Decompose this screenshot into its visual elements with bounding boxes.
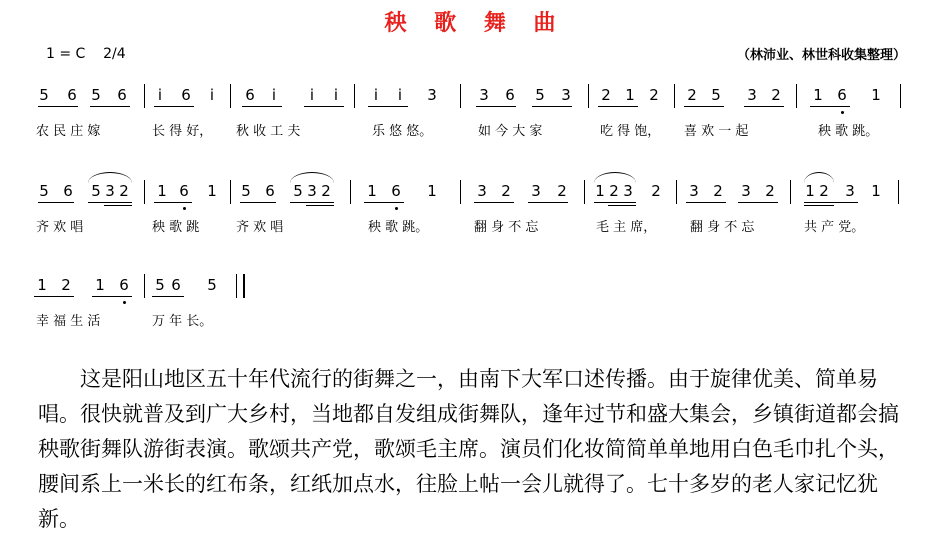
note: 2 xyxy=(713,182,723,200)
beam xyxy=(306,205,334,206)
note: 2 xyxy=(651,182,661,200)
beam xyxy=(368,106,408,107)
slur xyxy=(594,172,636,183)
description-paragraph: 这是阳山地区五十年代流行的街舞之一，由南下大军口述传播。由于旋律优美、简单易唱。很快就普及到广大乡村，当地都自发组成街舞队，逢年过节和盛大集会，乡镇街道都会搞秧歌街舞队游街表演。歌颂共产党，歌颂毛主席。演员们化妆简简单单地用白色毛巾扎个头，腰间系上一米长的红布条，红纸加点水，往脸上帖一会儿就得了。七十多岁的老人家记忆犹新。 xyxy=(38,367,899,531)
beam xyxy=(810,106,850,107)
note: 2 xyxy=(119,182,129,200)
beam xyxy=(290,202,334,203)
lyric: 秧 歌 跳 xyxy=(152,220,200,235)
note: 2 xyxy=(819,182,829,200)
lyric: 秧 歌 跳。 xyxy=(818,124,879,139)
note: 3 xyxy=(845,182,855,200)
beam xyxy=(34,296,74,297)
beam xyxy=(38,106,78,107)
note: 2 xyxy=(321,182,331,200)
key-signature: 1 = C xyxy=(46,46,86,62)
beam xyxy=(608,205,636,206)
low-octave-dot xyxy=(123,301,126,304)
barline xyxy=(460,84,461,108)
beam xyxy=(594,202,636,203)
beam xyxy=(528,202,568,203)
note: 6 xyxy=(505,86,515,104)
note: 3 xyxy=(561,86,571,104)
beam xyxy=(474,202,514,203)
barline xyxy=(230,180,231,204)
barline xyxy=(350,180,351,204)
note: 3 xyxy=(307,182,317,200)
note: 3 xyxy=(105,182,115,200)
slur xyxy=(804,172,834,183)
note: 2 xyxy=(557,182,567,200)
note: 5 xyxy=(535,86,545,104)
note: 5 xyxy=(39,86,49,104)
note: 2 xyxy=(501,182,511,200)
lyric: 乐 悠 悠。 xyxy=(372,124,433,139)
note: 3 xyxy=(689,182,699,200)
score-line-3 xyxy=(0,272,950,332)
barline xyxy=(676,180,677,204)
beam xyxy=(240,202,276,203)
lyric: 翻 身 不 忘 xyxy=(690,220,755,235)
lyric: 秧 歌 跳。 xyxy=(368,220,429,235)
beam xyxy=(738,202,778,203)
beam xyxy=(598,106,638,107)
note: 1 xyxy=(427,182,437,200)
note: 2 xyxy=(765,182,775,200)
note: i xyxy=(157,86,163,104)
note: 6 xyxy=(171,276,181,294)
beam xyxy=(744,106,784,107)
lyric: 秋 收 工 夫 xyxy=(236,124,301,139)
key-time-signature xyxy=(46,46,126,62)
note: 6 xyxy=(245,86,255,104)
low-octave-dot xyxy=(183,207,186,210)
note: 5 xyxy=(91,86,101,104)
note: 2 xyxy=(601,86,611,104)
barline xyxy=(354,84,355,108)
note: 3 xyxy=(623,182,633,200)
note: i xyxy=(397,86,403,104)
barline xyxy=(790,180,791,204)
beam xyxy=(92,296,132,297)
note: 1 xyxy=(37,276,47,294)
beam xyxy=(104,205,132,206)
note: i xyxy=(271,86,277,104)
note: 6 xyxy=(67,86,77,104)
beam xyxy=(152,296,184,297)
barline xyxy=(144,84,145,108)
note: 1 xyxy=(805,182,815,200)
note: 3 xyxy=(531,182,541,200)
note: 5 xyxy=(91,182,101,200)
barline xyxy=(674,84,675,108)
beam xyxy=(476,106,516,107)
lyric: 齐 欢 唱 xyxy=(236,220,284,235)
note: 1 xyxy=(871,182,881,200)
note: 1 xyxy=(207,182,217,200)
lyric: 齐 欢 唱 xyxy=(36,220,84,235)
note: 1 xyxy=(95,276,105,294)
note: 2 xyxy=(649,86,659,104)
note: 3 xyxy=(741,182,751,200)
note: 5 xyxy=(241,182,251,200)
beam xyxy=(686,202,726,203)
note: i xyxy=(373,86,379,104)
note: i xyxy=(309,86,315,104)
note: 1 xyxy=(871,86,881,104)
note: 1 xyxy=(367,182,377,200)
lyric: 毛 主 席， xyxy=(596,220,657,235)
note: 3 xyxy=(477,182,487,200)
lyric: 翻 身 不 忘 xyxy=(474,220,539,235)
beam xyxy=(38,202,74,203)
barline xyxy=(796,84,797,108)
barline xyxy=(144,274,145,298)
note: 5 xyxy=(207,276,217,294)
barline xyxy=(584,180,585,204)
note: i xyxy=(209,86,215,104)
lyric: 幸 福 生 活 xyxy=(36,314,101,329)
slur xyxy=(290,172,334,183)
slur xyxy=(88,172,132,183)
score-line-1 xyxy=(0,82,950,142)
lyric: 长 得 好， xyxy=(152,124,213,139)
note: 2 xyxy=(609,182,619,200)
final-barline xyxy=(236,274,245,298)
song-title: 秧 歌 舞 曲 xyxy=(384,10,566,36)
note: 6 xyxy=(391,182,401,200)
note: 5 xyxy=(155,276,165,294)
lyric: 共 产 党。 xyxy=(804,220,865,235)
low-octave-dot xyxy=(395,207,398,210)
note: 1 xyxy=(625,86,635,104)
note: 3 xyxy=(427,86,437,104)
note: 6 xyxy=(117,86,127,104)
note: 2 xyxy=(61,276,71,294)
note: 1 xyxy=(813,86,823,104)
note: i xyxy=(333,86,339,104)
note: 6 xyxy=(181,86,191,104)
beam xyxy=(804,205,834,206)
lyric: 吃 得 饱， xyxy=(600,124,661,139)
beam xyxy=(154,106,194,107)
note: 6 xyxy=(837,86,847,104)
beam xyxy=(364,202,404,203)
score-line-2 xyxy=(0,178,950,238)
note: 3 xyxy=(479,86,489,104)
barline xyxy=(898,180,899,204)
note: 1 xyxy=(157,182,167,200)
barline xyxy=(588,84,589,108)
lyric: 农 民 庄 嫁 xyxy=(36,124,101,139)
barline xyxy=(460,180,461,204)
time-signature: 2/4 xyxy=(103,46,126,62)
beam xyxy=(242,106,282,107)
note: 6 xyxy=(179,182,189,200)
note: 6 xyxy=(63,182,73,200)
note: 1 xyxy=(595,182,605,200)
note: 5 xyxy=(39,182,49,200)
note: 5 xyxy=(293,182,303,200)
note: 2 xyxy=(771,86,781,104)
note: 6 xyxy=(265,182,275,200)
beam xyxy=(684,106,724,107)
lyric: 如 今 大 家 xyxy=(478,124,543,139)
beam xyxy=(804,202,858,203)
low-octave-dot xyxy=(841,111,844,114)
beam xyxy=(154,202,192,203)
beam xyxy=(88,202,132,203)
lyric: 喜 欢 一 起 xyxy=(684,124,749,139)
note: 5 xyxy=(711,86,721,104)
note: 2 xyxy=(687,86,697,104)
barline xyxy=(144,180,145,204)
beam xyxy=(304,106,344,107)
note: 3 xyxy=(747,86,757,104)
collector-credit: （林沛业、林世科收集整理） xyxy=(736,48,906,63)
beam xyxy=(532,106,572,107)
note: 6 xyxy=(119,276,129,294)
barline xyxy=(230,84,231,108)
lyric: 万 年 长。 xyxy=(152,314,213,329)
beam xyxy=(90,106,130,107)
barline xyxy=(900,84,901,108)
